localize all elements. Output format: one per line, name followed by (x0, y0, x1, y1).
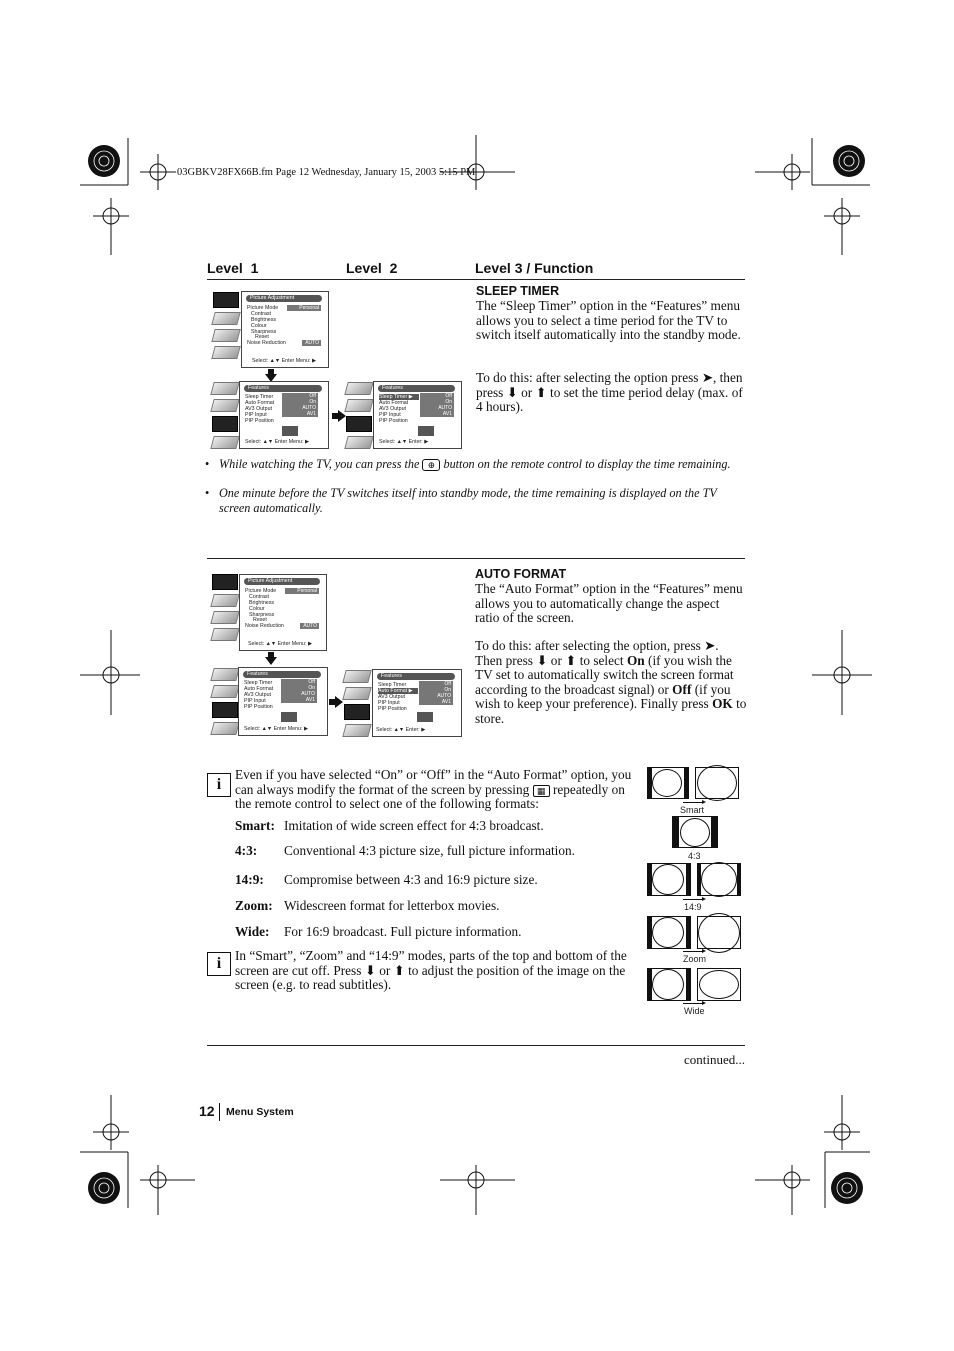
arrow-down-icon: ⬇ (364, 962, 376, 978)
arrow-down-icon: ⬇ (506, 384, 518, 400)
info-adjust-paragraph: In “Smart”, “Zoom” and “14:9” modes, parts of the top and bottom of the screen are cut off. Press ⬇ or ⬆ to adjust the position of the image on the screen (e.g. to read subtitles). (235, 948, 627, 993)
level3-heading: Level 3 / Function (475, 260, 594, 276)
menu-icons-af-l1-top (212, 574, 238, 645)
section-name: Menu System (226, 1106, 294, 1118)
info-button-icon: ⊕ (422, 459, 440, 471)
format-zoom: Zoom: Widescreen format for letterbox movies. (235, 898, 500, 913)
print-header: 03GBKV28FX66B.fm Page 12 Wednesday, January 15, 2003 5:15 PM (177, 167, 476, 178)
menu-icons-l2 (346, 382, 372, 453)
level1-heading: Level 1 (207, 260, 259, 276)
footer-rule (207, 1045, 745, 1046)
page-number: 12 (199, 1103, 215, 1119)
arrow-right-icon: ➤ (701, 370, 713, 385)
header-rule (207, 279, 745, 280)
arrow-up-icon: ⬆ (393, 962, 405, 978)
sleep-timer-instructions: To do this: after selecting the option press ➤, then press ⬇ or ⬆ to set the time period delay (max. of 4 hours). (476, 370, 743, 415)
features-menu-af-level2: Features Sleep Timer Auto Format ▶ AV3 Output PIP Input PIP Position Off On AUTO AV1 Select: ▲▼ Enter: ▶ (372, 669, 462, 737)
picture-adjustment-menu-af: Picture Adjustment Picture Mode Personal Contrast Brightness Colour Sharpness Reset Noise Reduction AUTO Select: ▲▼ Enter Menu: ▶ (239, 574, 327, 651)
arrow-down-icon (265, 657, 277, 665)
format-wide: Wide: For 16:9 broadcast. Full picture information. (235, 924, 522, 939)
menu-icons-l1-bottom (212, 382, 238, 453)
format-14-9: 14:9: Compromise between 4:3 and 16:9 picture size. (235, 872, 538, 887)
auto-format-title: AUTO FORMAT (475, 567, 567, 581)
arrow-right-icon: ➤ (704, 638, 716, 653)
sleep-bullet-2: • One minute before the TV switches itself into standby mode, the time remaining is displayed on the TV screen automatically. (205, 486, 717, 515)
page-number-divider (219, 1103, 220, 1121)
features-menu-af-level1: Features Sleep Timer Auto Format AV3 Output PIP Input PIP Position Off On AUTO AV1 Select: ▲▼ Enter Menu: ▶ (238, 667, 328, 736)
format-button-icon: ▦ (533, 785, 550, 797)
format-4-3: 4:3: Conventional 4:3 picture size, full picture information. (235, 843, 575, 858)
sleep-bullet-1: • While watching the TV, you can press the ⊕ button on the remote control to display the time remaining. (205, 457, 731, 471)
level2-heading: Level 2 (346, 260, 398, 276)
info-format-paragraph: Even if you have selected “On” or “Off” in the “Auto Format” option, you can always modify the format of the screen by pressing ▦ repeatedly on the remote control to select one of the following formats: (235, 767, 632, 812)
arrow-up-icon: ⬆ (535, 384, 547, 400)
menu-icons-af-l2 (344, 670, 370, 741)
info-icon: i (207, 952, 231, 976)
menu-icons-af-l1-bottom (212, 668, 238, 739)
sleep-timer-title: SLEEP TIMER (476, 284, 560, 298)
menu-icons-l1-top (213, 292, 239, 363)
features-menu-level2-sleep: Features Sleep Timer ▶ Auto Format AV3 Output PIP Input PIP Position Off On AUTO AV1 Select: ▲▼ Enter: ▶ (373, 381, 462, 449)
arrow-down-icon: ⬇ (536, 652, 548, 668)
continued-label: continued... (684, 1052, 746, 1067)
info-icon: i (207, 773, 231, 797)
format-smart: Smart: Imitation of wide screen effect for 4:3 broadcast. (235, 818, 544, 833)
arrow-up-icon: ⬆ (565, 652, 577, 668)
auto-format-description: The “Auto Format” option in the “Features” menu allows you to automatically change the aspect ratio of the screen. (475, 581, 743, 626)
section-rule (207, 558, 745, 559)
auto-format-instructions: To do this: after selecting the option, press ➤. Then press ⬇ or ⬆ to select On (if you wish the TV set to automatically switch the screen format according to the broadcast signal) or Off (if you wish to keep your preference). Finally press OK to store. (475, 638, 747, 726)
sleep-timer-description: The “Sleep Timer” option in the “Features” menu allows you to select a time period for the TV to switch itself automatically into the standby mode. (476, 298, 741, 343)
features-menu-level1: Features Sleep Timer Auto Format AV3 Output PIP Input PIP Position Off On AUTO AV1 Select: ▲▼ Enter Menu: ▶ (239, 381, 329, 449)
picture-adjustment-menu: Picture Adjustment Picture Mode Personal Contrast Brightness Colour Sharpness Reset Noise Reduction AUTO Select: ▲▼ Enter Menu: ▶ (241, 291, 329, 368)
